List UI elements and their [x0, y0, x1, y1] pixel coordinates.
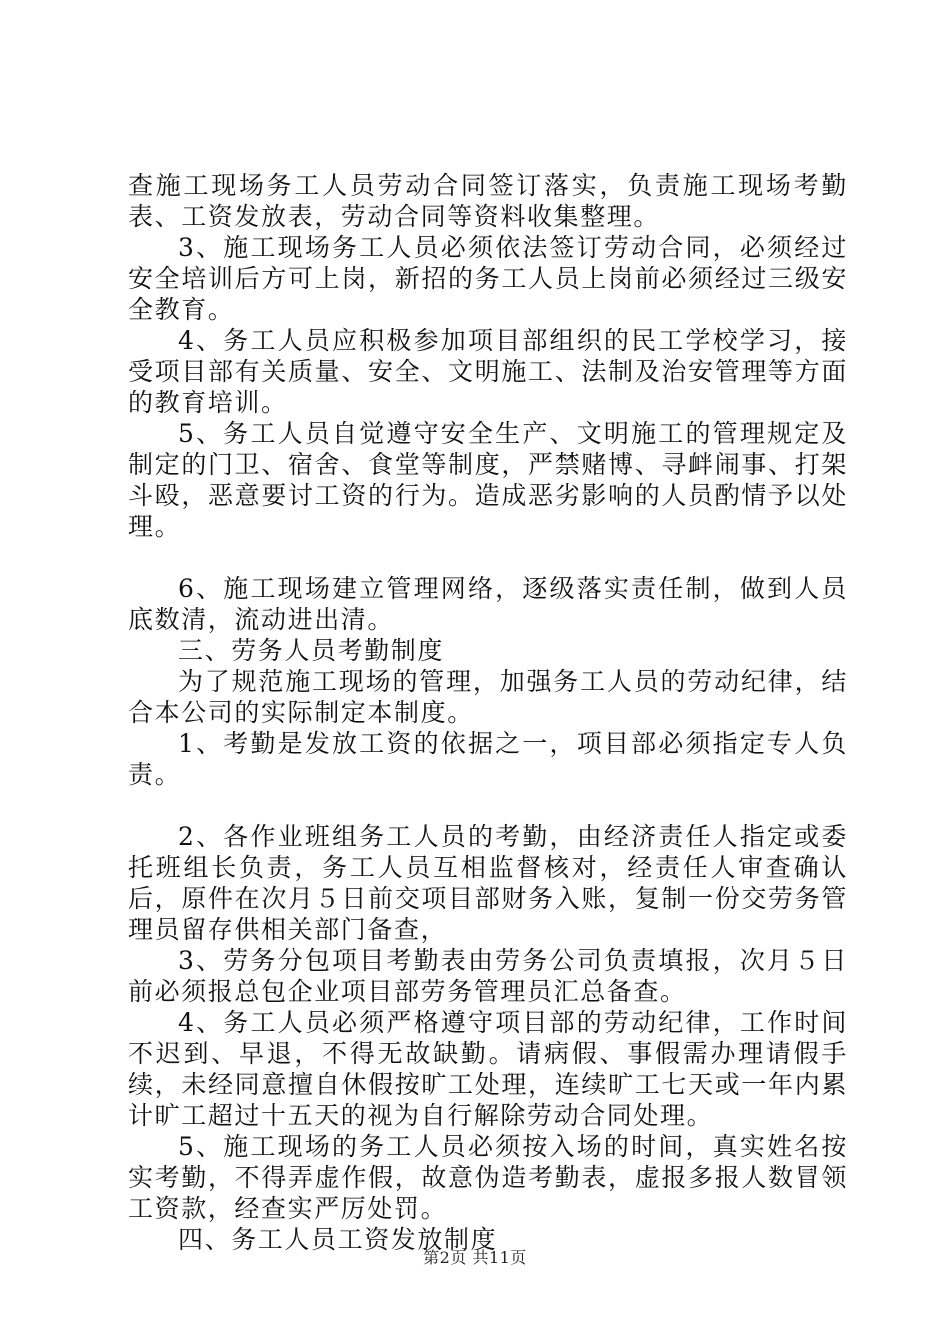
paragraph-attendance-2: 2、各作业班组务工人员的考勤，由经济责任人指定或委托班组长负责，务工人员互相监督核对，经责任人审查确认后，原件在次月５日前交项目部财务入账，复制一份交劳务管理员留存供相关部门备查，: [128, 822, 848, 944]
paragraph-attendance-5: 5、施工现场的务工人员必须按入场的时间，真实姓名按实考勤，不得弄虚作假，故意伪造考勤表，虚报多报人数冒领工资款，经查实严厉处罚。: [128, 1132, 848, 1223]
section-heading-3: 三、劳务人员考勤制度: [178, 636, 445, 665]
document-body: [128, 170, 848, 1255]
paragraph-item-6: 6、施工现场建立管理网络，逐级落实责任制，做到人员底数清，流动进出清。: [128, 574, 848, 634]
page-number-footer: 第2页 共11页: [423, 1248, 527, 1267]
paragraph-attendance-3: 3、劳务分包项目考勤表由劳务公司负责填报，次月５日前必须报总包企业项目部劳务管理员汇总备查。: [128, 946, 848, 1006]
paragraph-intro: 为了规范施工现场的管理，加强务工人员的劳动纪律，结合本公司的实际制定本制度。: [128, 667, 848, 727]
paragraph-continuation: 查施工现场务工人员劳动合同签订落实，负责施工现场考勤表、工资发放表，劳动合同等资料收集整理。: [128, 171, 848, 231]
paragraph-item-4: 4、务工人员应积极参加项目部组织的民工学校学习，接受项目部有关质量、安全、文明施工、法制及治安管理等方面的教育培训。: [128, 326, 848, 417]
paragraph-attendance-1: 1、考勤是发放工资的依据之一，项目部必须指定专人负责。: [128, 729, 848, 789]
paragraph-item-5: 5、务工人员自觉遵守安全生产、文明施工的管理规定及制定的门卫、宿舍、食堂等制度，严禁赌博、寻衅闹事、打架斗殴，恶意要讨工资的行为。造成恶劣影响的人员酌情予以处理。: [128, 419, 848, 541]
paragraph-attendance-4: 4、务工人员必须严格遵守项目部的劳动纪律，工作时间不迟到、早退，不得无故缺勤。请病假、事假需办理请假手续，未经同意擅自休假按旷工处理，连续旷工七天或一年内累计旷工超过十五天的视为自行解除劳动合同处理。: [128, 1008, 848, 1130]
section-heading-4: 四、务工人员工资发放制度: [178, 1225, 498, 1254]
paragraph-item-3: 3、施工现场务工人员必须依法签订劳动合同，必须经过安全培训后方可上岗，新招的务工人员上岗前必须经过三级安全教育。: [128, 233, 848, 324]
